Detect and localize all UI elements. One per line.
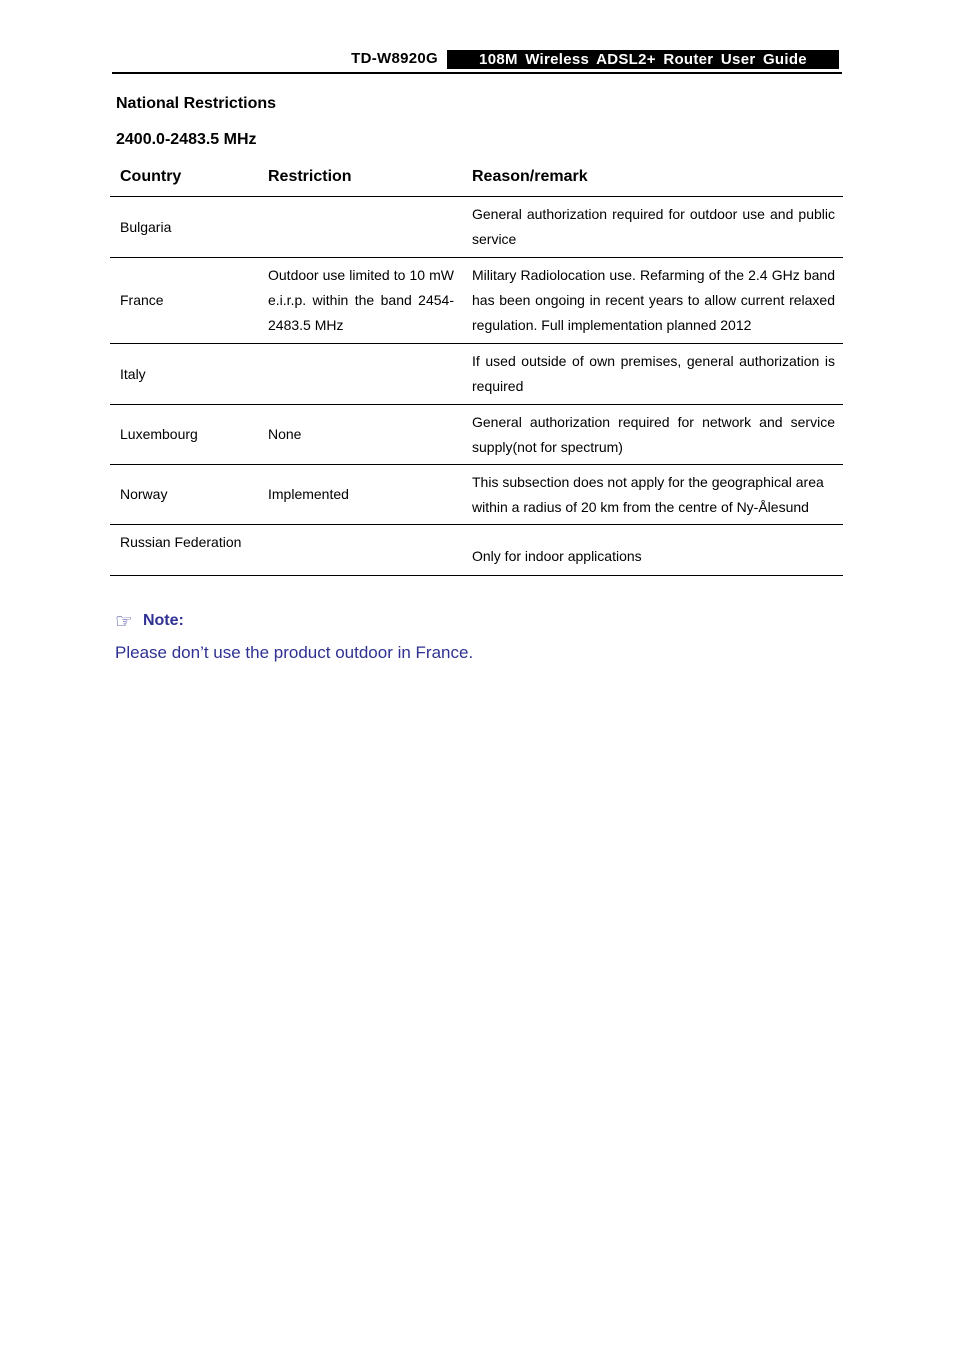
country-cell: Norway	[110, 465, 258, 525]
reason-cell: Military Radiolocation use. Refarming of the 2.4 GHz band has been ongoing in recent years to allow current relaxed regulation. Full implementation planned 2012	[462, 258, 843, 344]
restriction-cell	[258, 344, 462, 405]
restriction-cell: None	[258, 405, 462, 465]
reason-cell: Only for indoor applications	[462, 525, 843, 576]
guide-title: 108M Wireless ADSL2+ Router User Guide	[447, 50, 839, 69]
reason-cell: If used outside of own premises, general authorization is required	[462, 344, 843, 405]
country-cell: France	[110, 258, 258, 344]
model-name: TD-W8920G	[351, 50, 438, 67]
reason-cell: General authorization required for network and service supply(not for spectrum)	[462, 405, 843, 465]
table-row	[110, 258, 843, 344]
column-header-country: Country	[110, 158, 258, 197]
note-label: Note:	[142, 612, 184, 629]
section-title: National Restrictions	[116, 95, 277, 112]
country-cell: Italy	[110, 344, 258, 405]
column-header-restriction: Restriction	[258, 158, 462, 197]
table-row	[110, 525, 843, 576]
country-cell: Luxembourg	[110, 405, 258, 465]
column-header-reason: Reason/remark	[462, 158, 843, 197]
page-header	[112, 48, 842, 74]
country-cell: Russian Federation	[110, 525, 258, 576]
table-row	[110, 465, 843, 525]
table-row	[110, 344, 843, 405]
reason-cell: General authorization required for outdoor use and public service	[462, 197, 843, 258]
restriction-cell	[258, 525, 462, 576]
note-heading	[115, 611, 184, 631]
table-header-row	[110, 158, 843, 197]
table-row	[110, 405, 843, 465]
restriction-cell: Outdoor use limited to 10 mW e.i.r.p. within the band 2454-2483.5 MHz	[258, 258, 462, 344]
restriction-cell	[258, 197, 462, 258]
frequency-band-title: 2400.0-2483.5 MHz	[116, 131, 257, 148]
restrictions-table	[110, 158, 843, 576]
table-row	[110, 197, 843, 258]
reason-cell: This subsection does not apply for the geographical area within a radius of 20 km from the centre of Ny-Ålesund	[462, 465, 843, 525]
country-cell: Bulgaria	[110, 197, 258, 258]
pointing-hand-icon: ☞	[115, 609, 133, 633]
note-text: Please don’t use the product outdoor in France.	[115, 643, 474, 662]
restriction-cell: Implemented	[258, 465, 462, 525]
